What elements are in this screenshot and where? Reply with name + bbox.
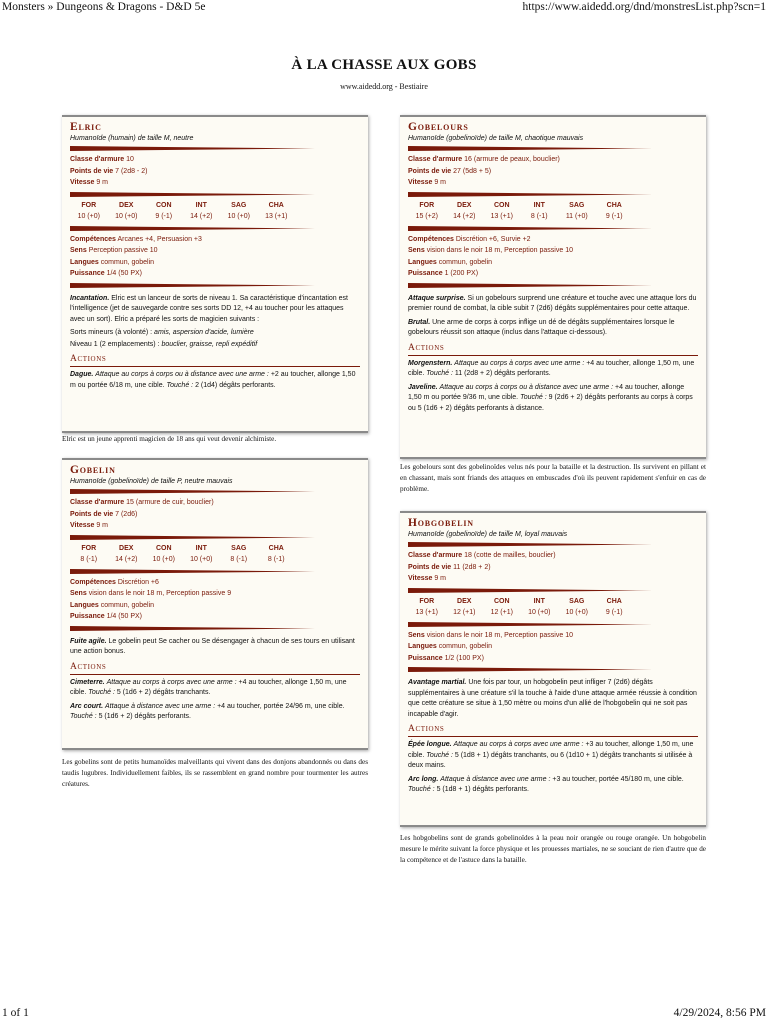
trait-incantation: Incantation. Elric est un lanceur de sorts de niveau 1. Sa caractéristique d'incantation est l'intelligence (jet de sauvegarde contre ses sorts DD 12, +4 au toucher pour les attaques avec un sort). Elric a préparé les sorts de magicien suivants : [70,294,348,323]
print-header [0,0,768,16]
ability-for: FOR 15 (+2) [415,201,438,220]
speed: Vitesse 9 m [408,179,447,186]
challenge: Puissance 1/2 (100 PX) [408,654,484,662]
actions-heading: Actions [408,724,698,737]
divider [70,146,315,151]
description-gobelin: Les gobelins sont de petits humanoïdes malveillants qui vivent dans des donjons abandonnés ou dans des taudis lugubres. Individuellement faibles, ils se rassemblent en grand nombre pour tourmenter les autres créatures. [62,758,368,788]
ability-scores [70,200,295,223]
languages: Langues commun, gobelin [70,258,155,266]
ability-int: INT 8 (-1) [530,201,548,220]
print-header-title: Monsters » Dungeons & Dragons - D&D 5e [2,1,206,13]
action-javeline: Javeline. Attaque au corps à corps ou à distance avec une arme : +4 au toucher, allonge 1,50 m ou portée 9/36 m, une cible. Touché : 9 (2d6 + 2) dégâts perforants au corps à corps ou 5 (1d6 + 2) dégâts perforants à distance. [408,383,693,412]
senses: Sens Perception passive 10 [70,247,158,254]
print-timestamp: 4/29/2024, 8:56 PM [673,1007,766,1019]
print-header-url[interactable]: https://www.aidedd.org/dnd/monstresList.php?scn=1 [522,1,766,13]
divider [408,588,653,593]
action-morgenstern: Morgenstern. Attaque au corps à corps avec une arme : +4 au toucher, allonge 1,50 m, une cible. Touché : 11 (2d8 + 2) dégâts perforants. [408,359,695,377]
ability-int: INT 14 (+2) [190,201,213,220]
ability-cha: CHA 13 (+1) [265,201,288,220]
armor-class: Classe d'armure 15 (armure de cuir, bouclier) [70,499,214,506]
hit-points: Points de vie 27 (5d8 + 5) [408,167,492,175]
ability-cha: CHA 9 (-1) [605,597,623,616]
divider [408,146,653,151]
statblock-hobgobelin [400,511,706,827]
actions-heading: Actions [70,662,360,675]
ability-for: FOR 8 (-1) [80,544,98,563]
description-hobgobelin: Les hobgobelins sont de grands gobelinoïdes à la peau noir orangée ou rouge orangée. Un hobgobelin mesure le mérite suivant la force physique et les prouesses martiales, ne se souciant de rien d'autre que de la compétence et de l'astuce dans la bataille. [400,834,706,864]
description-gobelours: Les gobelours sont des gobelinoïdes velus nés pour la bataille et la destruction. Ils survivent en pillant et en chassant, mais sont friands des attaques en embuscades d'où ils peuvent rapidement s'enfuir en cas de problème. [400,463,706,493]
ability-sag: SAG 11 (+0) [565,201,588,220]
ability-sag: SAG 10 (+0) [565,597,588,616]
divider [408,192,653,197]
speed: Vitesse 9 m [408,575,447,582]
divider [70,535,315,540]
statblock-gobelin [62,458,368,750]
ability-con: CON 9 (-1) [155,201,173,220]
action-arc-long: Arc long. Attaque à distance avec une arme : +3 au toucher, portée 45/180 m, une cible. Touché : 5 (1d8 + 1) dégâts perforants. [408,775,684,793]
monster-name: Hobgobelin [408,517,474,529]
statblock-elric [62,115,368,433]
trait-brutal: Brutal. Une arme de corps à corps inflige un dé de dégâts supplémentaires lorsque le gobelours réussit son attaque (inclus dans l'attaque ci-dessous). [408,318,675,336]
ability-dex: DEX 10 (+0) [115,201,138,220]
challenge: Puissance 1 (200 PX) [408,270,479,277]
divider [70,192,315,197]
armor-class: Classe d'armure 16 (armure de peaux, bouclier) [408,156,560,163]
speed: Vitesse 9 m [70,179,109,186]
divider [408,283,653,288]
monster-type: Humanoïde (gobelinoïde) de taille P, neutre mauvais [70,478,233,485]
ability-for: FOR 13 (+1) [415,597,438,616]
ability-sag: SAG 10 (+0) [227,201,250,220]
monster-type: Humanoïde (gobelinoïde) de taille M, chaotique mauvais [408,135,584,142]
senses: Sens vision dans le noir 18 m, Perception passive 10 [408,247,573,254]
ability-cha: CHA 9 (-1) [605,201,623,220]
spells-level-1: Niveau 1 (2 emplacements) : bouclier, graisse, repli expéditif [70,340,258,348]
monster-name: Gobelin [70,464,116,476]
languages: Langues commun, gobelin [408,258,493,266]
languages: Langues commun, gobelin [70,601,155,609]
ability-sag: SAG 8 (-1) [230,544,248,563]
ability-scores [408,200,633,223]
ability-dex: DEX 12 (+1) [453,597,476,616]
action-arc-court: Arc court. Attaque à distance avec une arme : +4 au toucher, portée 24/96 m, une cible. Touché : 5 (1d6 + 2) dégâts perforants. [70,702,345,720]
skills: Compétences Arcanes +4, Persuasion +3 [70,235,202,243]
page-title: À LA CHASSE AUX GOBS [291,57,477,73]
armor-class: Classe d'armure 18 (cotte de mailles, bouclier) [408,552,556,559]
divider [70,226,315,231]
ability-con: CON 12 (+1) [490,597,513,616]
divider [70,569,315,574]
hit-points: Points de vie 7 (2d6) [70,510,138,518]
ability-for: FOR 10 (+0) [77,201,100,220]
actions-heading: Actions [408,343,698,356]
languages: Langues commun, gobelin [408,643,493,650]
hit-points: Points de vie 7 (2d8 - 2) [70,167,148,175]
ability-con: CON 10 (+0) [152,544,175,563]
senses: Sens vision dans le noir 18 m, Perception passive 10 [408,631,573,639]
action-epee-longue: Épée longue. Attaque au corps à corps avec une arme : +3 au toucher, allonge 1,50 m, une cible. Touché : 5 (1d8 + 1) dégâts tranchants, ou 6 (1d10 + 1) dégâts tranchants si utilisée à deux mains. [408,741,694,769]
spells-cantrips: Sorts mineurs (à volonté) : amis, aspersion d'acide, lumière [70,329,254,336]
divider [408,226,653,231]
ability-int: INT 10 (+0) [528,597,551,616]
action-cimeterre: Cimeterre. Attaque au corps à corps avec une arme : +4 au toucher, allonge 1,50 m, une cible. Touché : 5 (1d6 + 2) dégâts tranchants. [70,678,347,696]
trait-attaque-surprise: Attaque surprise. Si un gobelours surprend une créature et touche avec une attaque lors du premier round de combat, la cible subit 7 (2d6) dégâts supplémentaires pour cette attaque. [408,294,697,312]
trait-fuite-agile: Fuite agile. Le gobelin peut Se cacher ou Se désengager à chacun de ses tours en utilisant une action bonus. [70,637,355,655]
statblock-gobelours [400,115,706,459]
print-footer [0,1006,768,1024]
monster-name: Elric [70,121,102,133]
hit-points: Points de vie 11 (2d8 + 2) [408,563,491,571]
speed: Vitesse 9 m [70,522,109,529]
actions-heading: Actions [70,354,360,367]
ability-cha: CHA 8 (-1) [267,544,285,563]
action-dague: Dague. Attaque au corps à corps ou à distance avec une arme : +2 au toucher, allonge 1,50 m ou portée 6/18 m, une cible. Touché : 2 (1d4) dégâts perforants. [70,371,356,389]
armor-class: Classe d'armure 10 [70,156,134,163]
ability-int: INT 10 (+0) [190,544,213,563]
monster-name: Gobelours [408,121,469,133]
page-subtitle: www.aidedd.org - Bestiaire [340,82,428,91]
ability-con: CON 13 (+1) [490,201,513,220]
description-elric: Elric est un jeune apprenti magicien de 18 ans qui veut devenir alchimiste. [62,435,277,443]
page-count: 1 of 1 [2,1007,29,1019]
divider [70,489,315,494]
ability-scores [408,596,633,619]
skills: Compétences Discrétion +6, Survie +2 [408,235,531,243]
ability-dex: DEX 14 (+2) [453,201,476,220]
skills: Compétences Discrétion +6 [70,578,159,586]
divider [70,626,315,631]
divider [408,622,653,627]
challenge: Puissance 1/4 (50 PX) [70,613,143,620]
divider [408,667,653,672]
ability-dex: DEX 14 (+2) [115,544,138,563]
divider [70,283,315,288]
trait-avantage-martial: Avantage martial. Une fois par tour, un hobgobelin peut infliger 7 (2d6) dégâts supplémentaires à une créature s'il la touche à l'aide d'une attaque armée réussie à condition que cette créature se situe à 1,50 mètre ou moins d'un allié de l'hobgobelin qui ne soit pas incapable d'agir. [408,679,697,718]
monster-type: Humanoïde (gobelinoïde) de taille M, loyal mauvais [408,531,568,538]
monster-type: Humanoïde (humain) de taille M, neutre [70,135,194,142]
ability-scores [70,543,295,566]
challenge: Puissance 1/4 (50 PX) [70,270,143,277]
divider [408,542,653,547]
senses: Sens vision dans le noir 18 m, Perception passive 9 [70,590,232,597]
